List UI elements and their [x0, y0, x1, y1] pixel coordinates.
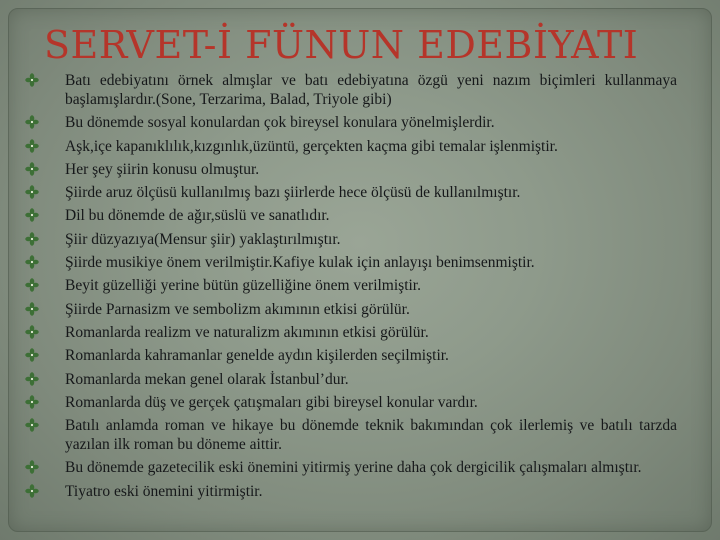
slide-title: SERVET-İ FÜNUN EDEBİYATI: [44, 23, 639, 67]
bullet-item: [22, 346, 677, 365]
bullet-text: Her şey şiirin konusu olmuştur.: [65, 160, 260, 178]
bullet-text: Şiirde aruz ölçüsü kullanılmış bazı şiirlerde hece ölçüsü de kullanılmıştır.: [65, 184, 521, 202]
bullet-item: [22, 323, 677, 342]
four-petal-flower-icon: [25, 185, 39, 199]
bullet-item: [22, 276, 677, 295]
bullet-text: Dil bu dönemde de ağır,süslü ve sanatlıdır.: [65, 207, 330, 225]
bullet-text: Şiir düzyazıya(Mensur şiir) yaklaştırılmıştır.: [65, 230, 341, 248]
bullet-item: [22, 482, 677, 501]
bullet-text: Beyit güzelliği yerine bütün güzelliğine önem verilmiştir.: [65, 277, 421, 295]
bullet-text: Tiyatro eski önemini yitirmiştir.: [65, 482, 263, 500]
bullet-item: [22, 393, 677, 412]
bullet-text: Aşk,içe kapanıklılık,kızgınlık,üzüntü, gerçekten kaçma gibi temalar işlenmiştir.: [65, 137, 558, 155]
four-petal-flower-icon: [25, 325, 39, 339]
bullet-item: [22, 230, 677, 249]
four-petal-flower-icon: [25, 73, 39, 87]
bullet-item: [22, 253, 677, 272]
bullet-text: Romanlarda realizm ve naturalizm akımının etkisi görülür.: [65, 323, 429, 341]
four-petal-flower-icon: [25, 460, 39, 474]
bullet-text: Şiirde musikiye önem verilmiştir.Kafiye kulak için anlayışı benimsenmiştir.: [65, 254, 535, 272]
four-petal-flower-icon: [25, 484, 39, 498]
bullet-text: Romanlarda mekan genel olarak İstanbul’dur.: [65, 370, 349, 388]
four-petal-flower-icon: [25, 232, 39, 246]
bullet-text: Batılı anlamda roman ve hikaye bu dönemde teknik bakımından çok ilerlemiş ve batılı tarzda yazılan ilk roman bu döneme aittir.: [65, 417, 677, 454]
four-petal-flower-icon: [25, 115, 39, 129]
bullet-item: [22, 160, 677, 179]
four-petal-flower-icon: [25, 278, 39, 292]
four-petal-flower-icon: [25, 372, 39, 386]
four-petal-flower-icon: [25, 208, 39, 222]
bullet-text: Romanlarda düş ve gerçek çatışmaları gibi bireysel konular vardır.: [65, 393, 478, 411]
four-petal-flower-icon: [25, 418, 39, 432]
bullet-list: [22, 71, 677, 505]
bullet-text: Bu dönemde gazetecilik eski önemini yitirmiş yerine daha çok dergicilik çalışmaları almıştır.: [65, 459, 642, 477]
bullet-item: [22, 113, 677, 132]
bullet-item: [22, 71, 677, 109]
bullet-text: Romanlarda kahramanlar genelde aydın kişilerden seçilmiştir.: [65, 347, 449, 365]
four-petal-flower-icon: [25, 348, 39, 362]
bullet-item: [22, 183, 677, 202]
four-petal-flower-icon: [25, 302, 39, 316]
four-petal-flower-icon: [25, 162, 39, 176]
bullet-item: [22, 370, 677, 389]
four-petal-flower-icon: [25, 139, 39, 153]
bullet-text: Bu dönemde sosyal konulardan çok bireysel konulara yönelmişlerdir.: [65, 114, 495, 132]
bullet-item: [22, 137, 677, 156]
bullet-text: Şiirde Parnasizm ve sembolizm akımının etkisi görülür.: [65, 300, 410, 318]
bullet-item: [22, 206, 677, 225]
four-petal-flower-icon: [25, 255, 39, 269]
four-petal-flower-icon: [25, 395, 39, 409]
bullet-text: Batı edebiyatını örnek almışlar ve batı edebiyatına özgü yeni nazım biçimleri kullanmaya başlamışlardır.(Sone, Terzarima, Balad, Triyole gibi): [65, 72, 677, 108]
bullet-item: [22, 300, 677, 319]
bullet-item: [22, 416, 677, 454]
bullet-item: [22, 458, 677, 477]
